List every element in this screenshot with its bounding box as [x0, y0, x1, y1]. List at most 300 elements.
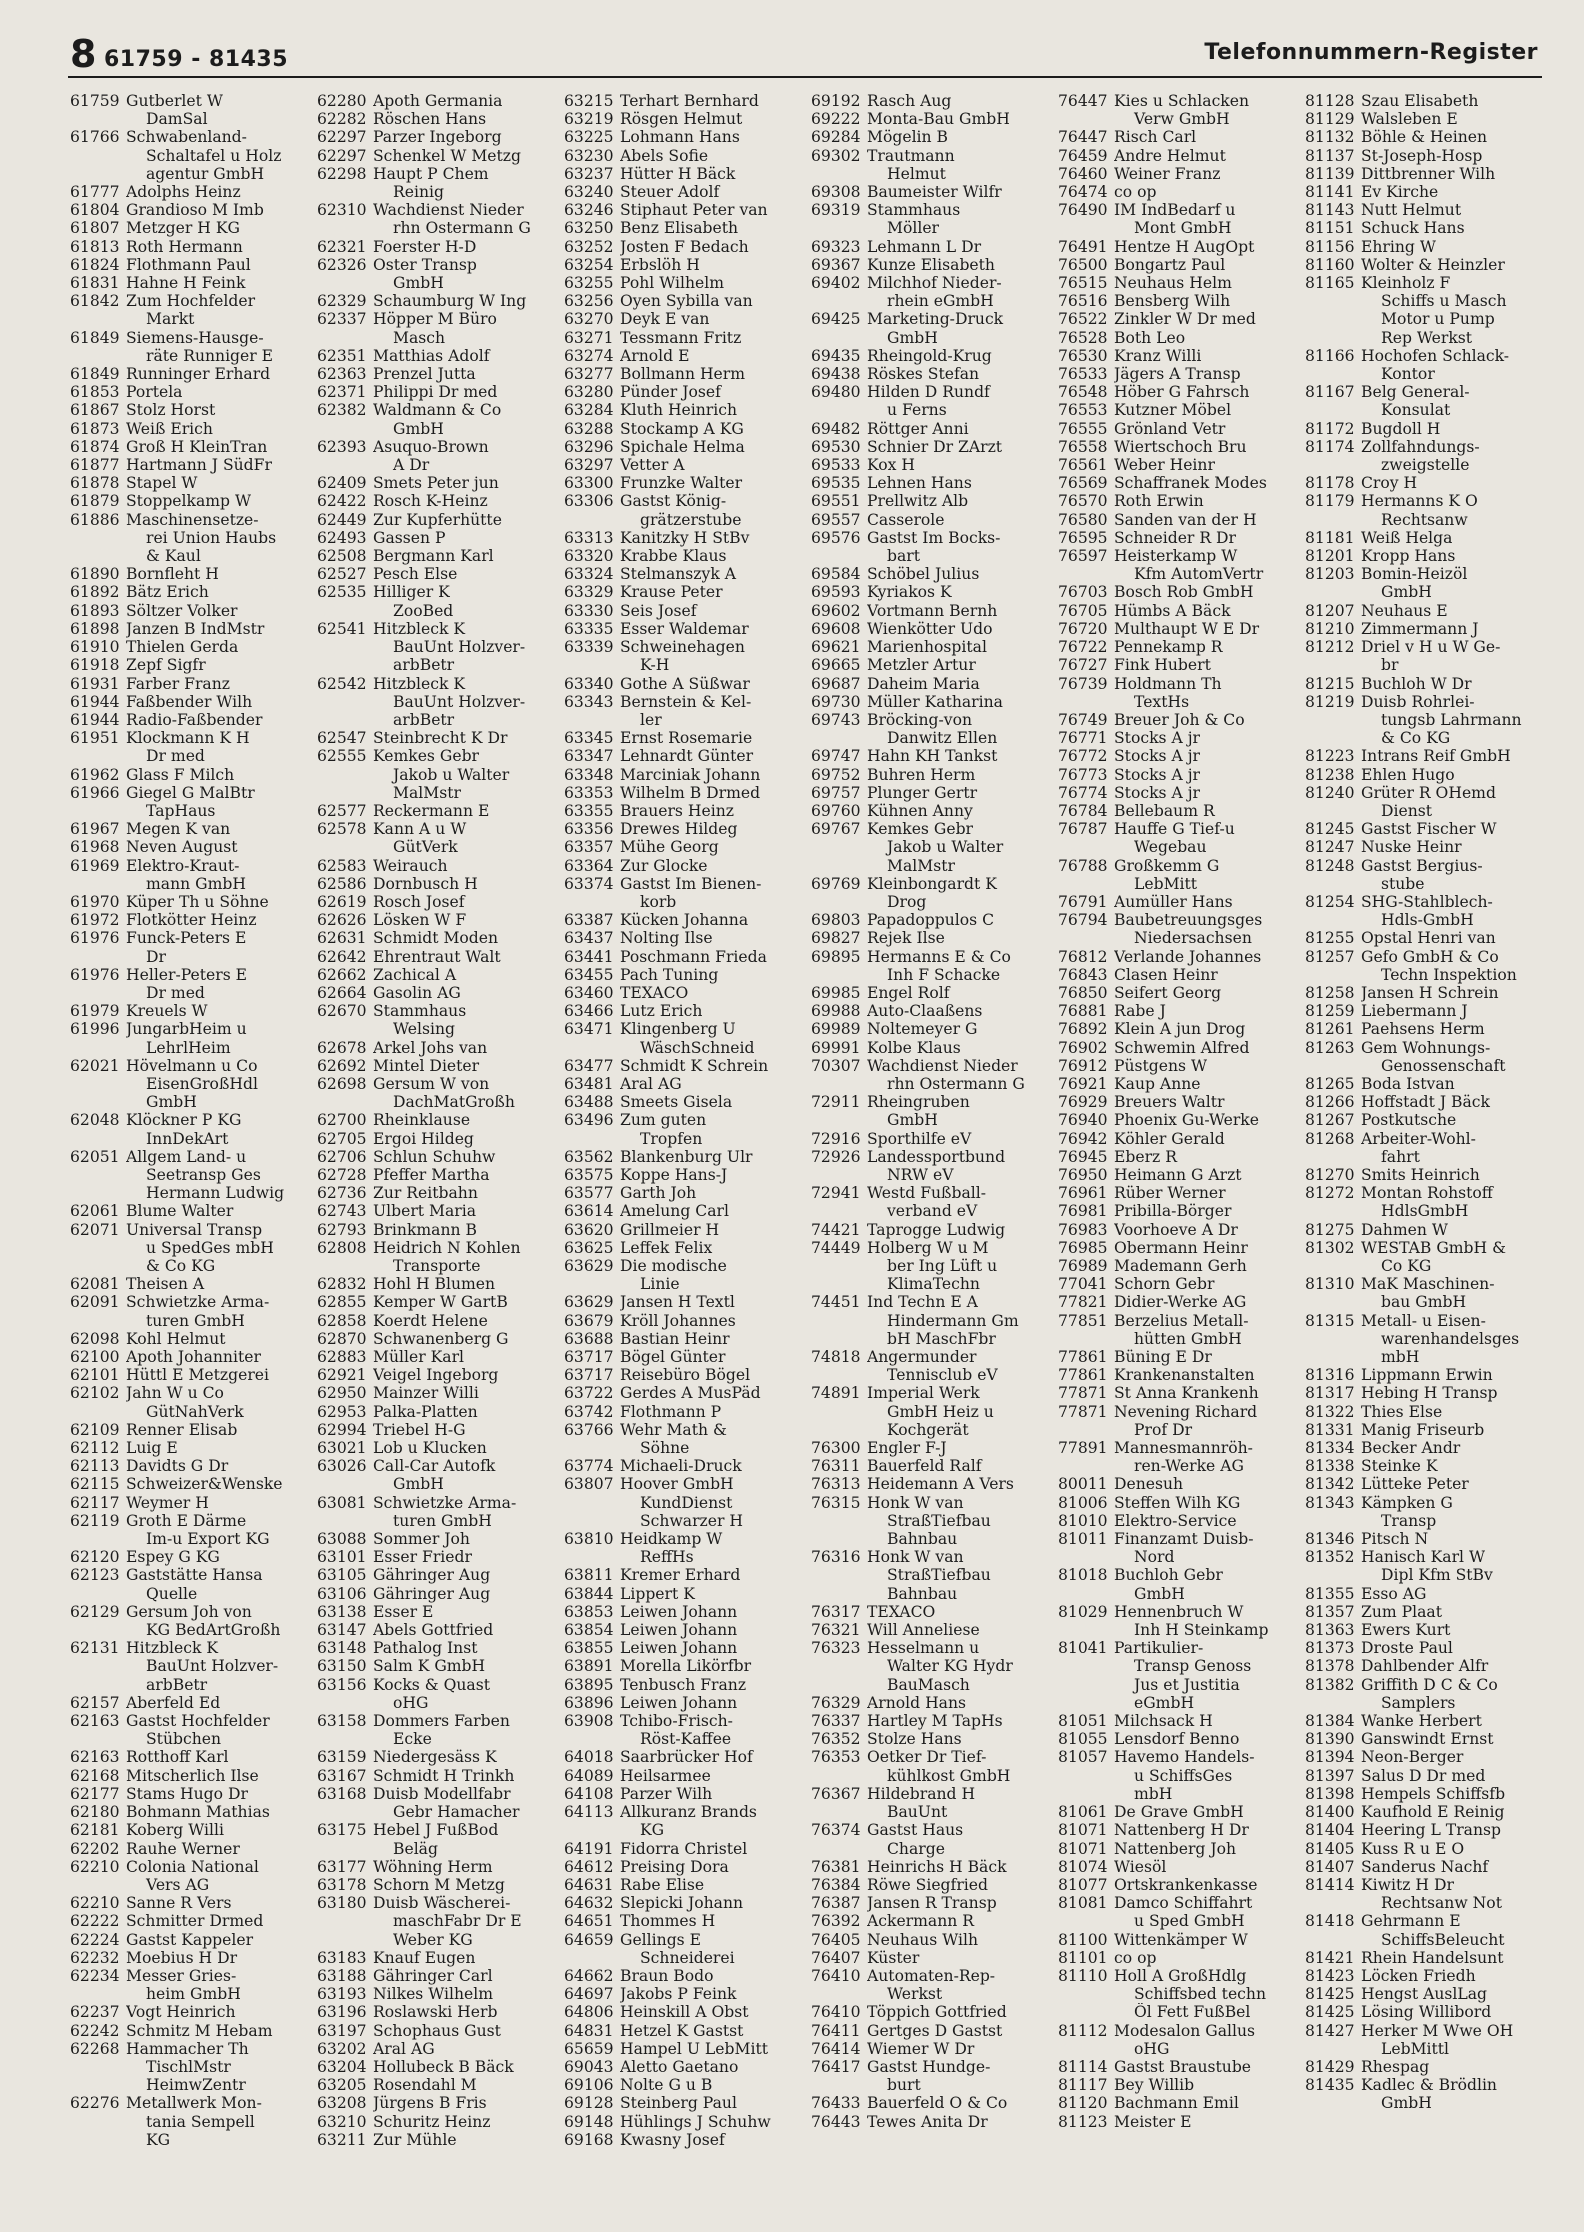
phone-number: 81114 [1058, 2057, 1108, 2076]
subscriber-name: Gothe A Süßwar [620, 674, 750, 693]
subscriber-name-continuation: LehrlHeim [146, 1038, 231, 1057]
subscriber-name: Nattenberg Joh [1114, 1839, 1237, 1858]
subscriber-name: Gähringer Aug [373, 1584, 491, 1603]
subscriber-name: Colonia National [126, 1857, 259, 1876]
phone-number [1305, 1057, 1361, 1075]
phone-number: 63138 [317, 1602, 367, 1621]
phone-number [1058, 875, 1114, 893]
directory-entry [564, 1894, 803, 1912]
phone-number: 63455 [564, 965, 614, 984]
directory-entry [317, 1202, 556, 1220]
directory-entry [70, 1348, 309, 1366]
phone-number: 63844 [564, 1584, 614, 1603]
directory-entry [70, 2113, 309, 2131]
phone-number: 64113 [564, 1803, 614, 1822]
directory-entry [1305, 784, 1544, 802]
subscriber-name: Duisb Modellfabr [373, 1784, 511, 1803]
phone-number: 62535 [317, 583, 367, 602]
subscriber-name: Metzler Artur [867, 656, 976, 675]
phone-number: 81179 [1305, 492, 1355, 511]
phone-number: 62071 [70, 1220, 120, 1239]
phone-number: 76794 [1058, 911, 1108, 930]
phone-number: 81400 [1305, 1803, 1355, 1822]
subscriber-name: Wiemer W Dr [867, 2039, 975, 2058]
subscriber-name: Kaufhold E Reinig [1361, 1803, 1505, 1822]
subscriber-name: Röschen Hans [373, 110, 487, 129]
directory-entry [70, 747, 309, 765]
subscriber-name: Belg General- [1361, 383, 1470, 402]
directory-entry [1305, 820, 1544, 838]
phone-number: 64108 [564, 1784, 614, 1803]
directory-entry [317, 2022, 556, 2040]
phone-number [1058, 1548, 1114, 1566]
directory-entry [811, 729, 1050, 747]
phone-number: 76989 [1058, 1257, 1108, 1275]
directory-entry [564, 838, 803, 856]
subscriber-name-continuation: eGmbH [1134, 1693, 1195, 1712]
subscriber-name-continuation: KG [146, 2130, 171, 2149]
subscriber-name-continuation: Seetransp Ges [146, 1165, 261, 1184]
directory-entry [811, 1239, 1050, 1257]
subscriber-name-continuation: Transporte [393, 1257, 481, 1275]
directory-entry [1305, 1785, 1544, 1803]
subscriber-name-continuation: BauUnt Holzver- [393, 692, 526, 711]
directory-entry [317, 383, 556, 401]
directory-entry [564, 875, 803, 893]
directory-entry [317, 784, 556, 802]
subscriber-name: Hohl H Blumen [373, 1275, 496, 1294]
phone-number [1058, 1676, 1114, 1694]
phone-number: 63335 [564, 619, 614, 638]
subscriber-name: Garth Joh [620, 1184, 697, 1203]
directory-entry [564, 165, 803, 183]
directory-entry [1305, 347, 1544, 365]
phone-number: 76337 [811, 1712, 861, 1731]
phone-number: 81373 [1305, 1639, 1355, 1658]
subscriber-name: Stapel W [126, 474, 198, 493]
directory-entry [1305, 438, 1544, 456]
directory-entry [70, 1312, 309, 1330]
subscriber-name: Liebermann J [1361, 1002, 1468, 1021]
phone-number [1058, 1457, 1114, 1475]
directory-entry [1058, 1384, 1297, 1402]
phone-number: 76787 [1058, 820, 1108, 839]
subscriber-name: Siemens-Hausge- [126, 328, 264, 347]
directory-entry [564, 1548, 803, 1566]
directory-entry [70, 1384, 309, 1402]
phone-number: 63101 [317, 1548, 367, 1567]
subscriber-name-continuation: BauUnt [887, 1803, 948, 1822]
phone-number: 76417 [811, 2057, 861, 2076]
directory-entry [317, 1548, 556, 1566]
phone-number [564, 1275, 620, 1293]
phone-number: 76447 [1058, 128, 1108, 147]
phone-number: 62953 [317, 1402, 367, 1421]
subscriber-name: Andre Helmut [1114, 146, 1226, 165]
phone-number: 63246 [564, 201, 614, 220]
subscriber-name: Drewes Hildeg [620, 820, 738, 839]
subscriber-name: Leiwen Johann [620, 1639, 738, 1658]
subscriber-name: Sanne R Vers [126, 1894, 232, 1913]
directory-entry [1305, 1184, 1544, 1202]
phone-number: 62706 [317, 1147, 367, 1166]
subscriber-name: Triebel H-G [373, 1420, 466, 1439]
phone-number: 76367 [811, 1784, 861, 1803]
subscriber-name-continuation: KG BedArtGroßh [146, 1621, 281, 1640]
directory-entry [1305, 2003, 1544, 2021]
phone-number: 62921 [317, 1366, 367, 1385]
subscriber-name: Thommes H [620, 1912, 716, 1931]
directory-entry [811, 1803, 1050, 1821]
subscriber-name: Schorn Gebr [1114, 1275, 1215, 1294]
subscriber-name: Sanderus Nachf [1361, 1857, 1489, 1876]
directory-entry [564, 474, 803, 492]
phone-number: 69827 [811, 929, 861, 948]
directory-entry [1058, 620, 1297, 638]
phone-number: 81261 [1305, 1020, 1355, 1039]
subscriber-name: Gähringer Aug [373, 1566, 491, 1585]
subscriber-name: Wöhning Herm [373, 1857, 493, 1876]
phone-number: 76460 [1058, 164, 1108, 183]
phone-number: 63177 [317, 1857, 367, 1876]
subscriber-name: Ortskrankenkasse [1114, 1875, 1258, 1894]
directory-entry [564, 420, 803, 438]
directory-entry [1305, 1020, 1544, 1038]
directory-entry [1058, 1130, 1297, 1148]
subscriber-name: Boda Istvan [1361, 1074, 1455, 1093]
phone-number: 62870 [317, 1329, 367, 1348]
subscriber-name: Böhle & Heinen [1361, 128, 1488, 147]
phone-number: 76791 [1058, 892, 1108, 911]
directory-entry [811, 529, 1050, 547]
subscriber-name-continuation: agentur GmbH [146, 164, 265, 183]
subscriber-name: Schmitter Drmed [126, 1912, 264, 1931]
directory-entry [1058, 256, 1297, 274]
phone-number: 62112 [70, 1439, 120, 1458]
phone-number [317, 219, 373, 237]
subscriber-name: Kemper W GartB [373, 1293, 508, 1312]
directory-entry [70, 1439, 309, 1457]
phone-number: 69367 [811, 255, 861, 274]
directory-entry [317, 1002, 556, 1020]
directory-entry [1305, 1148, 1544, 1166]
directory-entry [70, 984, 309, 1002]
phone-number [70, 1403, 126, 1421]
phone-number: 76981 [1058, 1202, 1108, 1221]
directory-entry [70, 310, 309, 328]
directory-entry [317, 1712, 556, 1730]
phone-number: 81041 [1058, 1639, 1108, 1658]
directory-entry [70, 438, 309, 456]
subscriber-name: Hütter H Bäck [620, 164, 736, 183]
directory-entry [317, 2040, 556, 2058]
directory-entry [70, 147, 309, 165]
directory-entry [564, 1676, 803, 1694]
subscriber-name-continuation: Schiffsbed techn [1134, 1985, 1266, 2004]
phone-number: 76561 [1058, 456, 1108, 475]
subscriber-name: Smeets Gisela [620, 1093, 733, 1112]
directory-entry [564, 802, 803, 820]
directory-entry [1058, 1676, 1297, 1694]
phone-number: 63441 [564, 947, 614, 966]
phone-number [811, 219, 867, 237]
subscriber-name: Schmidt H Trinkh [373, 1766, 515, 1785]
directory-entry [564, 547, 803, 565]
page-number: 8 [70, 32, 97, 76]
phone-number [1305, 802, 1361, 820]
phone-number: 63210 [317, 2112, 367, 2131]
phone-number: 63188 [317, 1966, 367, 1985]
directory-entry [1058, 547, 1297, 565]
phone-number [317, 456, 373, 474]
phone-number [70, 2076, 126, 2094]
subscriber-name: Töppich Gottfried [867, 2003, 1007, 2022]
subscriber-name: Baumeister Wilfr [867, 183, 1002, 202]
directory-entry [1058, 1275, 1297, 1293]
subscriber-name-continuation: Linie [640, 1275, 680, 1294]
subscriber-name: Bröcking-von [867, 710, 973, 729]
phone-number: 76300 [811, 1439, 861, 1458]
phone-number: 62123 [70, 1566, 120, 1585]
subscriber-name: Milchhof Nieder- [867, 274, 1002, 293]
directory-entry [70, 565, 309, 583]
phone-number [70, 1985, 126, 2003]
directory-entry [317, 1566, 556, 1584]
phone-number [811, 1202, 867, 1220]
directory-entry [1305, 401, 1544, 419]
subscriber-name: Pribilla-Börger [1114, 1202, 1232, 1221]
directory-entry [1058, 893, 1297, 911]
subscriber-name: Gastst Braustube [1114, 2057, 1252, 2076]
subscriber-name: Stocks A jr [1114, 765, 1200, 784]
phone-number [564, 656, 620, 674]
phone-number: 63774 [564, 1457, 614, 1476]
phone-number: 76528 [1058, 328, 1108, 347]
phone-number [564, 1512, 620, 1530]
directory-entry [70, 1202, 309, 1220]
phone-number: 62234 [70, 1966, 120, 1985]
subscriber-name: Nutt Helmut [1361, 201, 1462, 220]
directory-entry [564, 1257, 803, 1275]
subscriber-name-continuation: u Ferns [887, 401, 947, 420]
subscriber-name: Thielen Gerda [126, 638, 239, 657]
directory-entry [70, 256, 309, 274]
subscriber-name-continuation: GmbH [393, 419, 444, 438]
subscriber-name: Denesuh [1114, 1475, 1184, 1494]
directory-entry [811, 365, 1050, 383]
directory-entry [811, 820, 1050, 838]
subscriber-name-continuation: mbH [1381, 1348, 1420, 1367]
directory-entry [317, 838, 556, 856]
subscriber-name: Pfeffer Martha [373, 1165, 490, 1184]
subscriber-name: Rösgen Helmut [620, 110, 743, 129]
subscriber-name-continuation: Konsulat [1381, 401, 1451, 420]
subscriber-name: IM IndBedarf u [1114, 201, 1236, 220]
subscriber-name-continuation: Techn Inspektion [1381, 965, 1517, 984]
column-1 [70, 92, 309, 2212]
phone-number: 76850 [1058, 983, 1108, 1002]
subscriber-name: Löcken Friedh [1361, 1966, 1476, 1985]
directory-entry [564, 1858, 803, 1876]
phone-number: 64651 [564, 1912, 614, 1931]
directory-entry [317, 1748, 556, 1766]
phone-number: 76405 [811, 1930, 861, 1949]
phone-number: 81011 [1058, 1530, 1108, 1549]
phone-number [811, 1803, 867, 1821]
phone-number: 69665 [811, 656, 861, 675]
phone-number: 64697 [564, 1985, 614, 2004]
directory-entry [1058, 438, 1297, 456]
directory-entry [317, 620, 556, 638]
phone-number: 62883 [317, 1348, 367, 1367]
subscriber-name: Aral AG [620, 1074, 682, 1093]
subscriber-name-continuation: Walter KG Hydr [887, 1657, 1013, 1676]
phone-number: 81390 [1305, 1730, 1355, 1749]
directory-entry [317, 1093, 556, 1111]
phone-number [70, 2058, 126, 2076]
directory-entry [1058, 2022, 1297, 2040]
directory-entry [564, 147, 803, 165]
phone-number [70, 347, 126, 365]
directory-entry [811, 1840, 1050, 1858]
phone-number: 69148 [564, 2112, 614, 2131]
subscriber-name: WESTAB GmbH & [1361, 1238, 1506, 1257]
subscriber-name: Intrans Reif GmbH [1361, 747, 1511, 766]
subscriber-name-continuation: Tropfen [640, 1129, 703, 1148]
phone-number: 61976 [70, 965, 120, 984]
directory-entry [811, 911, 1050, 929]
phone-number [1305, 2040, 1361, 2058]
subscriber-name: Mitscherlich Ilse [126, 1766, 259, 1785]
phone-number: 76407 [811, 1948, 861, 1967]
subscriber-name: Steffen Wilh KG [1114, 1493, 1241, 1512]
phone-number: 63355 [564, 801, 614, 820]
directory-entry [1305, 1457, 1544, 1475]
directory-entry [317, 875, 556, 893]
directory-entry [564, 1366, 803, 1384]
subscriber-name: Hühlings J Schuhw [620, 2112, 771, 2131]
subscriber-name: Stammhaus [373, 1002, 467, 1021]
directory-entry [811, 1166, 1050, 1184]
subscriber-name-continuation: Ecke [393, 1730, 432, 1749]
directory-entry [811, 1566, 1050, 1584]
phone-number [1305, 1293, 1361, 1311]
subscriber-name: Driel v H u W Ge- [1361, 638, 1501, 657]
phone-number: 62555 [317, 747, 367, 766]
subscriber-name: Baubetreuungsges [1114, 911, 1263, 930]
subscriber-name: Weirauch [373, 856, 448, 875]
phone-number: 64831 [564, 2021, 614, 2040]
phone-number [1058, 1330, 1114, 1348]
subscriber-name: Apoth Johanniter [126, 1348, 261, 1367]
subscriber-name: Phoenix Gu-Werke [1114, 1111, 1259, 1130]
subscriber-name: Röttger Anni [867, 419, 969, 438]
directory-entry [1305, 1475, 1544, 1493]
phone-number: 62163 [70, 1712, 120, 1731]
directory-entry [564, 2094, 803, 2112]
subscriber-name: Schuck Hans [1361, 219, 1465, 238]
phone-number: 69760 [811, 801, 861, 820]
subscriber-name-continuation: u Sped GmbH [1134, 1912, 1245, 1931]
directory-entry [811, 1002, 1050, 1020]
subscriber-name: Havemo Handels- [1114, 1748, 1255, 1767]
directory-entry [1058, 1039, 1297, 1057]
subscriber-name: Kemkes Gebr [867, 820, 974, 839]
directory-entry [1305, 1057, 1544, 1075]
phone-number: 63284 [564, 401, 614, 420]
subscriber-name: Amelung Carl [620, 1202, 729, 1221]
directory-entry [1058, 1512, 1297, 1530]
subscriber-name-continuation: DamSal [146, 110, 208, 129]
subscriber-name: Braun Bodo [620, 1966, 714, 1985]
phone-number: 63255 [564, 274, 614, 293]
directory-entry [564, 1239, 803, 1257]
phone-number [1058, 1985, 1114, 2003]
subscriber-name: Hüttl E Metzgerei [126, 1366, 270, 1385]
subscriber-name: Jürgens B Fris [373, 2094, 487, 2113]
subscriber-name: Gefo GmbH & Co [1361, 947, 1499, 966]
subscriber-name: Abels Gottfried [373, 1621, 494, 1640]
phone-number: 76580 [1058, 510, 1108, 529]
subscriber-name-continuation: Motor u Pump [1381, 310, 1495, 329]
directory-entry [70, 529, 309, 547]
directory-entry [1305, 147, 1544, 165]
phone-number [317, 784, 373, 802]
directory-entry [317, 2076, 556, 2094]
directory-entry [811, 1931, 1050, 1949]
subscriber-name-continuation: Transp [1381, 1511, 1437, 1530]
subscriber-name: Parzer Ingeborg [373, 128, 502, 147]
subscriber-name-continuation: Schwarzer H [640, 1511, 744, 1530]
phone-number [1058, 1912, 1114, 1930]
directory-entry [564, 729, 803, 747]
directory-entry [1305, 602, 1544, 620]
phone-number [70, 1184, 126, 1202]
directory-entry [1058, 2113, 1297, 2131]
directory-entry [811, 1330, 1050, 1348]
phone-number [70, 1657, 126, 1675]
subscriber-name: Rotthoff Karl [126, 1748, 229, 1767]
directory-entry [1058, 602, 1297, 620]
phone-number: 61849 [70, 365, 120, 384]
directory-entry [317, 1403, 556, 1421]
subscriber-name-continuation: Söhne [640, 1439, 690, 1458]
phone-number: 76727 [1058, 656, 1108, 675]
phone-number: 62101 [70, 1366, 120, 1385]
phone-number [70, 547, 126, 565]
subscriber-name: Droste Paul [1361, 1639, 1453, 1658]
subscriber-name: Bastian Heinr [620, 1329, 730, 1348]
subscriber-name: Holl A GroßHdlg [1114, 1966, 1247, 1985]
subscriber-name-continuation: zweigstelle [1381, 456, 1470, 475]
subscriber-name: Aletto Gaetano [620, 2057, 739, 2076]
directory-entry [70, 347, 309, 365]
phone-number: 62382 [317, 401, 367, 420]
subscriber-name-continuation: Schaltafel u Holz [146, 146, 282, 165]
directory-entry [1305, 875, 1544, 893]
phone-number: 62222 [70, 1912, 120, 1931]
subscriber-name: co op [1114, 1948, 1157, 1967]
directory-entry [1058, 638, 1297, 656]
directory-entry [70, 1057, 309, 1075]
phone-number [70, 110, 126, 128]
directory-entry [564, 675, 803, 693]
subscriber-name: Klingenberg U [620, 1020, 736, 1039]
directory-entry [317, 2131, 556, 2149]
phone-number: 69535 [811, 474, 861, 493]
directory-entry [1305, 1639, 1544, 1657]
phone-number [70, 1093, 126, 1111]
